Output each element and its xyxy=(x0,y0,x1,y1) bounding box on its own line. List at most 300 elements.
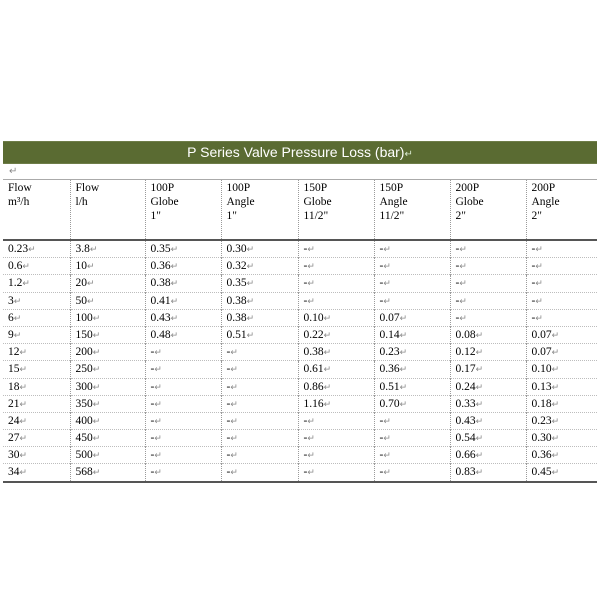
cell-value: - xyxy=(379,243,384,255)
table-cell xyxy=(526,275,597,292)
cell-value: 0.43 xyxy=(455,414,476,427)
cell-end-mark-icon: ↵ xyxy=(323,312,332,323)
table-cell xyxy=(298,447,374,464)
cell-end-mark-icon: ↵ xyxy=(551,415,560,426)
table-cell xyxy=(450,430,526,447)
table-cell xyxy=(450,378,526,395)
table-cell xyxy=(374,258,450,275)
cell-value: 0.32 xyxy=(226,260,247,273)
cell-value: 3 xyxy=(8,294,14,307)
cell-value: - xyxy=(379,414,384,427)
cell-value: - xyxy=(379,466,384,479)
cell-end-mark-icon: ↵ xyxy=(19,381,28,392)
cell-end-mark-icon: ↵ xyxy=(551,381,560,392)
table-cell xyxy=(221,326,298,343)
cell-value: - xyxy=(531,260,536,273)
column-header-line: 1" xyxy=(226,210,237,222)
table-cell xyxy=(221,309,298,326)
cell-end-mark-icon: ↵ xyxy=(459,261,467,272)
cell-value: 0.66 xyxy=(455,449,476,462)
table-cell xyxy=(374,275,450,292)
table-cell xyxy=(298,395,374,412)
cell-value: - xyxy=(379,260,384,273)
table-row xyxy=(3,447,597,464)
table-row xyxy=(3,464,597,482)
cell-value: 10 xyxy=(75,260,87,273)
cell-value: - xyxy=(303,466,308,479)
cell-end-mark-icon: ↵ xyxy=(230,450,238,461)
cell-end-mark-icon: ↵ xyxy=(551,347,560,358)
table-cell xyxy=(145,430,221,447)
table-cell xyxy=(526,326,597,343)
cell-value: 0.36 xyxy=(531,449,552,462)
table-cell xyxy=(145,361,221,378)
table-cell xyxy=(298,464,374,482)
cell-value: 0.30 xyxy=(531,432,552,445)
cell-end-mark-icon: ↵ xyxy=(323,398,332,409)
table-cell xyxy=(374,430,450,447)
table-cell xyxy=(526,430,597,447)
cell-end-mark-icon: ↵ xyxy=(246,295,255,306)
cell-value: - xyxy=(455,277,460,290)
cell-end-mark-icon: ↵ xyxy=(551,364,560,375)
column-header-line: 200P xyxy=(531,182,556,194)
cell-value: - xyxy=(303,243,308,255)
table-cell xyxy=(221,378,298,395)
cell-end-mark-icon: ↵ xyxy=(535,295,543,306)
table-cell xyxy=(145,378,221,395)
column-header-line: Globe xyxy=(150,196,179,208)
column-header-line: 150P xyxy=(303,182,328,194)
cell-value: 450 xyxy=(75,432,93,445)
cell-value: 0.43 xyxy=(150,311,171,324)
table-cell xyxy=(3,412,70,429)
table-cell xyxy=(145,258,221,275)
table-cell xyxy=(3,258,70,275)
cell-end-mark-icon: ↵ xyxy=(92,381,101,392)
table-cell xyxy=(374,378,450,395)
cell-end-mark-icon: ↵ xyxy=(459,312,467,323)
table-row xyxy=(3,275,597,292)
table-cell xyxy=(374,292,450,309)
table-cell xyxy=(526,412,597,429)
table-cell xyxy=(450,326,526,343)
cell-value: 0.13 xyxy=(531,380,552,393)
cell-end-mark-icon: ↵ xyxy=(323,347,332,358)
cell-value: 100 xyxy=(75,311,93,324)
cell-value: - xyxy=(226,380,231,393)
column-header-line: 200P xyxy=(455,182,480,194)
table-cell xyxy=(70,258,145,275)
table-cell xyxy=(221,447,298,464)
cell-value: 9 xyxy=(8,328,14,341)
cell-end-mark-icon: ↵ xyxy=(383,244,391,254)
cell-value: - xyxy=(150,363,155,376)
table-cell xyxy=(450,395,526,412)
cell-end-mark-icon: ↵ xyxy=(323,364,332,375)
cell-end-mark-icon: ↵ xyxy=(307,244,315,254)
cell-end-mark-icon: ↵ xyxy=(535,278,543,289)
cell-end-mark-icon: ↵ xyxy=(170,261,179,272)
cell-value: 18 xyxy=(8,380,20,393)
table-cell xyxy=(450,447,526,464)
table-cell xyxy=(3,292,70,309)
cell-value: 350 xyxy=(75,397,93,410)
cell-end-mark-icon: ↵ xyxy=(383,261,391,272)
table-cell xyxy=(374,447,450,464)
cell-value: 0.33 xyxy=(455,397,476,410)
cell-value: 0.35 xyxy=(150,243,171,255)
cell-value: 0.10 xyxy=(303,311,324,324)
cell-value: 0.45 xyxy=(531,466,552,479)
cell-value: 0.86 xyxy=(303,380,324,393)
cell-value: - xyxy=(379,449,384,462)
cell-end-mark-icon: ↵ xyxy=(475,450,484,461)
cell-end-mark-icon: ↵ xyxy=(19,433,28,444)
cell-value: - xyxy=(150,449,155,462)
column-header-line: 1" xyxy=(150,210,161,222)
cell-value: 27 xyxy=(8,432,20,445)
column-header-line: Globe xyxy=(455,196,484,208)
table-cell xyxy=(298,240,374,258)
cell-end-mark-icon: ↵ xyxy=(475,398,484,409)
cell-value: 0.23 xyxy=(8,243,29,255)
cell-end-mark-icon: ↵ xyxy=(13,312,22,323)
table-cell xyxy=(221,464,298,482)
cell-value: 0.38 xyxy=(303,346,324,359)
table-cell xyxy=(526,344,597,361)
cell-value: 0.54 xyxy=(455,432,476,445)
cell-value: 0.38 xyxy=(226,294,247,307)
cell-value: - xyxy=(226,466,231,479)
cell-end-mark-icon: ↵ xyxy=(154,415,162,426)
table-cell xyxy=(70,447,145,464)
cell-end-mark-icon: ↵ xyxy=(551,433,560,444)
table-cell xyxy=(145,447,221,464)
column-header-line: m³/h xyxy=(8,196,30,208)
column-header-line: 11/2" xyxy=(303,210,329,222)
cell-value: 0.07 xyxy=(379,311,400,324)
cell-value: 250 xyxy=(75,363,93,376)
cell-end-mark-icon: ↵ xyxy=(154,398,162,409)
table-cell xyxy=(450,344,526,361)
cell-value: 500 xyxy=(75,449,93,462)
cell-value: - xyxy=(379,277,384,290)
cell-value: - xyxy=(531,243,536,255)
cell-value: - xyxy=(150,380,155,393)
column-header-line: Flow xyxy=(75,182,100,194)
column-header xyxy=(526,180,597,241)
cell-end-mark-icon: ↵ xyxy=(307,261,315,272)
cell-value: 0.08 xyxy=(455,328,476,341)
cell-end-mark-icon: ↵ xyxy=(92,364,101,375)
cell-end-mark-icon: ↵ xyxy=(154,347,162,358)
cell-value: 0.70 xyxy=(379,397,400,410)
table-cell xyxy=(70,412,145,429)
cell-value: 1.2 xyxy=(8,277,23,290)
cell-end-mark-icon: ↵ xyxy=(230,347,238,358)
table-header-row xyxy=(3,180,597,241)
cell-end-mark-icon: ↵ xyxy=(92,433,101,444)
table-row xyxy=(3,326,597,343)
cell-end-mark-icon: ↵ xyxy=(399,381,408,392)
cell-end-mark-icon: ↵ xyxy=(154,450,162,461)
table-cell xyxy=(221,344,298,361)
cell-value: - xyxy=(531,277,536,290)
cell-end-mark-icon: ↵ xyxy=(307,450,315,461)
table-cell xyxy=(3,447,70,464)
cell-value: 0.10 xyxy=(531,363,552,376)
table-cell xyxy=(70,275,145,292)
table-cell xyxy=(221,395,298,412)
cell-value: - xyxy=(226,397,231,410)
column-header xyxy=(145,180,221,241)
table-cell xyxy=(3,344,70,361)
cell-value: 0.12 xyxy=(455,346,476,359)
cell-end-mark-icon: ↵ xyxy=(92,467,101,478)
table-cell xyxy=(526,395,597,412)
cell-value: - xyxy=(303,294,308,307)
pressure-loss-table xyxy=(3,179,597,483)
cell-value: 0.23 xyxy=(531,414,552,427)
column-header-line: 11/2" xyxy=(379,210,405,222)
cell-end-mark-icon: ↵ xyxy=(19,347,28,358)
table-cell xyxy=(145,309,221,326)
cell-end-mark-icon: ↵ xyxy=(230,467,238,478)
table-cell xyxy=(70,378,145,395)
cell-value: 200 xyxy=(75,346,93,359)
table-cell xyxy=(450,464,526,482)
cell-end-mark-icon: ↵ xyxy=(307,278,315,289)
cell-value: - xyxy=(226,363,231,376)
table-title: P Series Valve Pressure Loss (bar) xyxy=(187,144,405,160)
table-row xyxy=(3,292,597,309)
table-cell xyxy=(70,395,145,412)
cell-value: 30 xyxy=(8,449,20,462)
table-cell xyxy=(298,412,374,429)
cell-value: 0.07 xyxy=(531,346,552,359)
cell-value: - xyxy=(150,397,155,410)
table-cell xyxy=(3,430,70,447)
table-cell xyxy=(3,275,70,292)
cell-value: 0.22 xyxy=(303,328,324,341)
table-cell xyxy=(70,344,145,361)
table-cell xyxy=(221,258,298,275)
cell-end-mark-icon: ↵ xyxy=(475,329,484,340)
table-cell xyxy=(374,344,450,361)
cell-end-mark-icon: ↵ xyxy=(399,329,408,340)
cell-value: 400 xyxy=(75,414,93,427)
column-header-line: l/h xyxy=(75,196,88,208)
cell-value: 0.51 xyxy=(379,380,400,393)
cell-end-mark-icon: ↵ xyxy=(92,398,101,409)
cell-value: 300 xyxy=(75,380,93,393)
cell-value: - xyxy=(455,260,460,273)
cell-end-mark-icon: ↵ xyxy=(154,381,162,392)
cell-end-mark-icon: ↵ xyxy=(459,295,467,306)
cell-value: 0.38 xyxy=(150,277,171,290)
cell-end-mark-icon: ↵ xyxy=(246,244,255,254)
table-cell xyxy=(374,326,450,343)
table-cell xyxy=(526,292,597,309)
table-cell xyxy=(3,395,70,412)
cell-end-mark-icon: ↵ xyxy=(13,295,22,306)
cell-value: 0.83 xyxy=(455,466,476,479)
cell-end-mark-icon: ↵ xyxy=(399,312,408,323)
table-row xyxy=(3,240,597,258)
cell-end-mark-icon: ↵ xyxy=(459,278,467,289)
column-header xyxy=(221,180,298,241)
cell-value: 0.61 xyxy=(303,363,324,376)
table-cell xyxy=(145,240,221,258)
cell-value: - xyxy=(150,414,155,427)
cell-end-mark-icon: ↵ xyxy=(13,329,22,340)
cell-value: 0.41 xyxy=(150,294,171,307)
table-cell xyxy=(450,292,526,309)
cell-value: - xyxy=(150,432,155,445)
cell-value: 0.24 xyxy=(455,380,476,393)
cell-end-mark-icon: ↵ xyxy=(87,261,95,272)
table-cell xyxy=(3,309,70,326)
table-row xyxy=(3,395,597,412)
cell-value: - xyxy=(379,432,384,445)
cell-value: 0.36 xyxy=(150,260,171,273)
table-cell xyxy=(526,361,597,378)
table-cell xyxy=(145,275,221,292)
table-cell xyxy=(70,361,145,378)
table-row xyxy=(3,309,597,326)
cell-value: 0.23 xyxy=(379,346,400,359)
cell-value: 0.48 xyxy=(150,328,171,341)
cell-value: 0.35 xyxy=(226,277,247,290)
table-title-bar xyxy=(3,141,597,164)
cell-end-mark-icon: ↵ xyxy=(475,364,484,375)
cell-value: - xyxy=(455,294,460,307)
cell-value: - xyxy=(379,294,384,307)
cell-value: 12 xyxy=(8,346,20,359)
cell-end-mark-icon: ↵ xyxy=(92,347,101,358)
column-header-line: Angle xyxy=(226,196,255,208)
cell-end-mark-icon: ↵ xyxy=(475,467,484,478)
cell-end-mark-icon: ↵ xyxy=(307,433,315,444)
cell-value: - xyxy=(303,260,308,273)
cell-value: - xyxy=(150,466,155,479)
table-cell xyxy=(450,240,526,258)
cell-end-mark-icon: ↵ xyxy=(399,347,408,358)
table-cell xyxy=(298,275,374,292)
cell-end-mark-icon: ↵ xyxy=(89,244,98,254)
column-header xyxy=(450,180,526,241)
cell-value: - xyxy=(455,311,460,324)
table-cell xyxy=(145,395,221,412)
cell-value: - xyxy=(303,277,308,290)
cell-end-mark-icon: ↵ xyxy=(246,329,255,340)
cell-end-mark-icon: ↵ xyxy=(551,467,560,478)
table-cell xyxy=(298,378,374,395)
cell-end-mark-icon: ↵ xyxy=(551,450,560,461)
cell-value: 568 xyxy=(75,466,93,479)
table-cell xyxy=(450,275,526,292)
cell-value: 0.6 xyxy=(8,260,23,273)
table-row xyxy=(3,361,597,378)
cell-end-mark-icon: ↵ xyxy=(323,381,332,392)
cell-end-mark-icon: ↵ xyxy=(475,381,484,392)
cell-value: 6 xyxy=(8,311,14,324)
cell-end-mark-icon: ↵ xyxy=(459,244,467,254)
cell-value: 1.16 xyxy=(303,397,324,410)
cell-value: - xyxy=(303,432,308,445)
table-cell xyxy=(374,412,450,429)
cell-value: 24 xyxy=(8,414,20,427)
cell-end-mark-icon: ↵ xyxy=(22,278,30,289)
cell-end-mark-icon: ↵ xyxy=(87,295,95,306)
cell-value: - xyxy=(303,449,308,462)
table-cell xyxy=(70,464,145,482)
cell-end-mark-icon: ↵ xyxy=(383,415,391,426)
cell-value: 150 xyxy=(75,328,93,341)
cell-end-mark-icon: ↵ xyxy=(19,398,28,409)
cell-end-mark-icon: ↵ xyxy=(535,244,543,254)
column-header-line: 100P xyxy=(226,182,251,194)
cell-end-mark-icon: ↵ xyxy=(170,312,179,323)
column-header xyxy=(374,180,450,241)
paragraph-mark-icon: ↵ xyxy=(9,166,18,177)
table-cell xyxy=(374,464,450,482)
cell-value: 20 xyxy=(75,277,87,290)
cell-end-mark-icon: ↵ xyxy=(551,398,560,409)
cell-value: 0.17 xyxy=(455,363,476,376)
cell-end-mark-icon: ↵ xyxy=(475,433,484,444)
cell-value: 0.51 xyxy=(226,328,247,341)
table-cell xyxy=(298,344,374,361)
table-cell xyxy=(526,240,597,258)
column-header-line: 2" xyxy=(531,210,542,222)
table-cell xyxy=(374,395,450,412)
table-cell xyxy=(374,240,450,258)
table-cell xyxy=(3,378,70,395)
cell-end-mark-icon: ↵ xyxy=(307,295,315,306)
cell-end-mark-icon: ↵ xyxy=(28,244,36,254)
cell-end-mark-icon: ↵ xyxy=(230,381,238,392)
table-cell xyxy=(526,464,597,482)
table-cell xyxy=(526,258,597,275)
table-cell xyxy=(145,326,221,343)
column-header-line: Flow xyxy=(8,182,32,194)
table-cell xyxy=(145,292,221,309)
cell-end-mark-icon: ↵ xyxy=(170,278,179,289)
cell-end-mark-icon: ↵ xyxy=(19,415,28,426)
cell-end-mark-icon: ↵ xyxy=(19,467,28,478)
cell-end-mark-icon: ↵ xyxy=(323,329,332,340)
document xyxy=(3,141,597,483)
table-cell xyxy=(70,240,145,258)
cell-value: - xyxy=(226,414,231,427)
table-cell xyxy=(526,447,597,464)
table-cell xyxy=(3,326,70,343)
table-cell xyxy=(374,309,450,326)
cell-end-mark-icon: ↵ xyxy=(383,450,391,461)
column-header-line: Globe xyxy=(303,196,332,208)
cell-value: 34 xyxy=(8,466,20,479)
cell-value: 0.07 xyxy=(531,328,552,341)
cell-end-mark-icon: ↵ xyxy=(230,433,238,444)
cell-end-mark-icon: ↵ xyxy=(170,295,179,306)
cell-end-mark-icon: ↵ xyxy=(22,261,30,272)
table-cell xyxy=(70,292,145,309)
cell-end-mark-icon: ↵ xyxy=(399,364,408,375)
cell-value: 0.30 xyxy=(226,243,247,255)
cell-end-mark-icon: ↵ xyxy=(92,415,101,426)
